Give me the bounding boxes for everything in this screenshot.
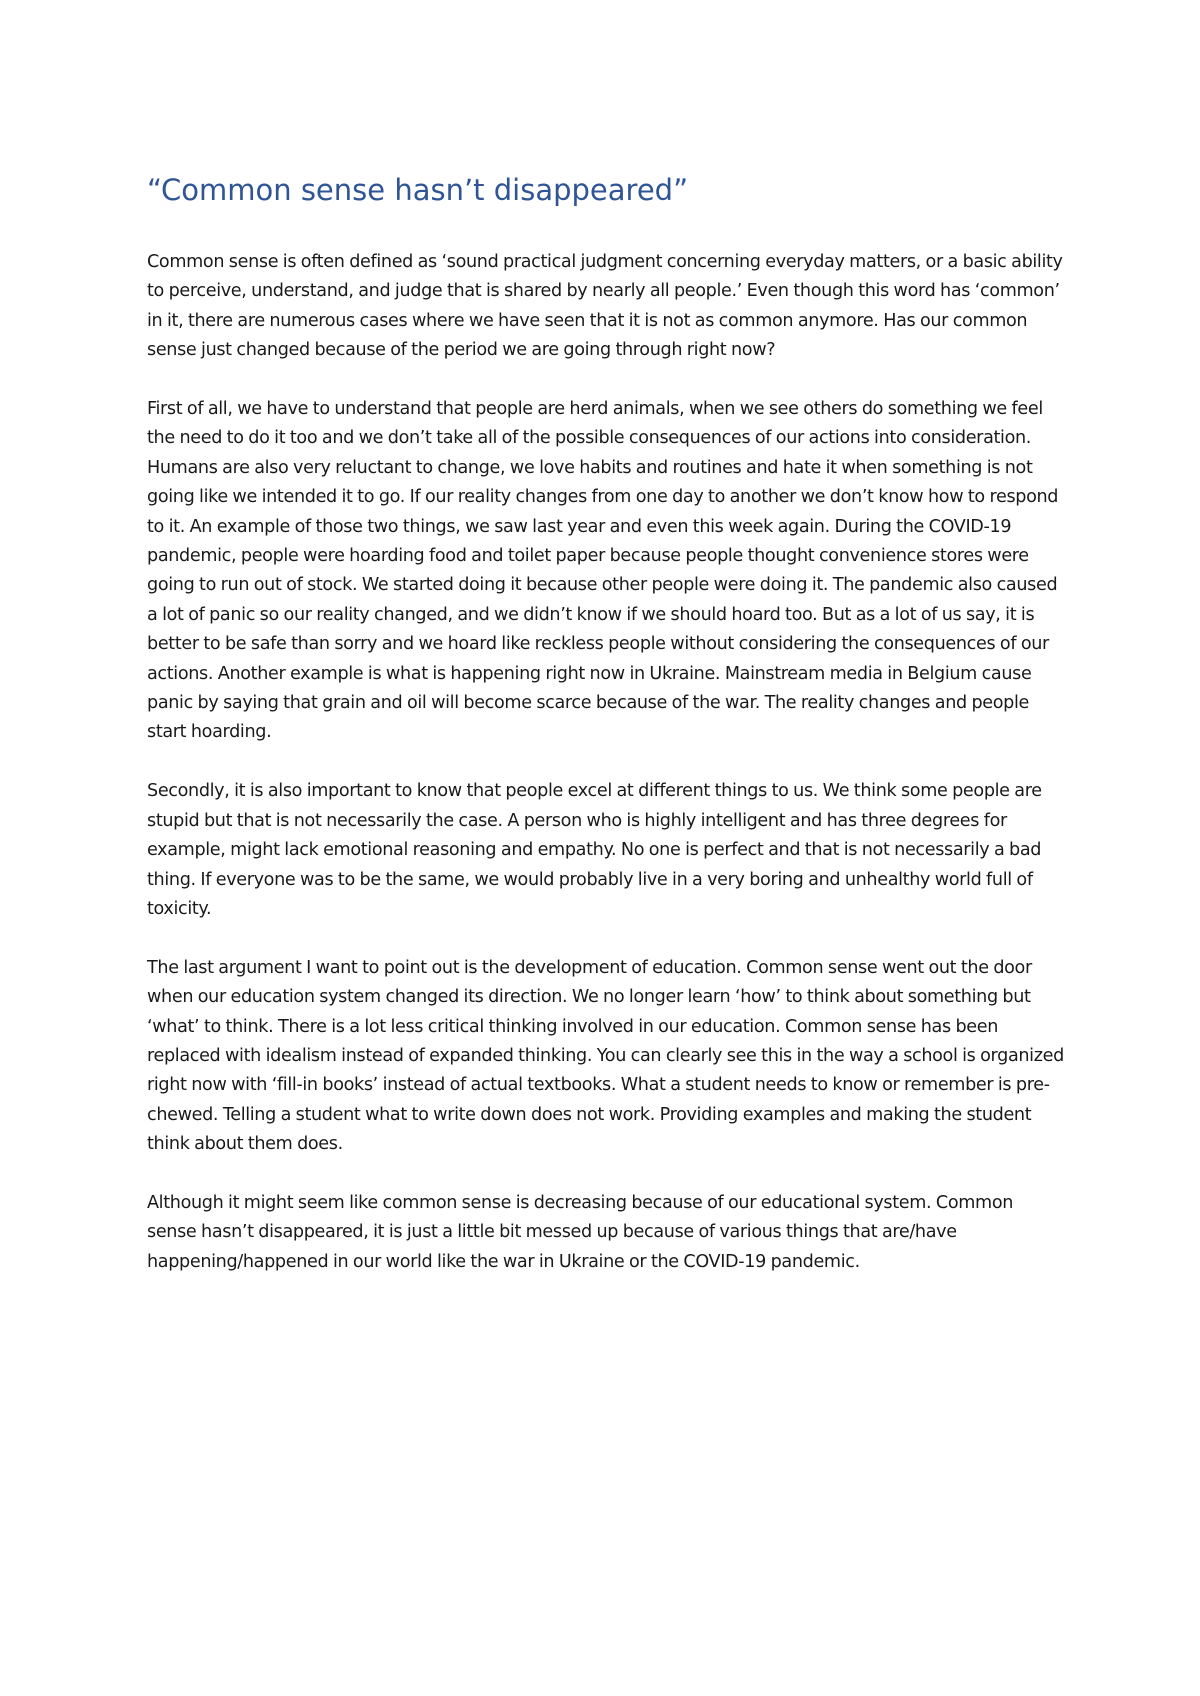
paragraph-different-talents: Secondly, it is also important to know that people excel at different things to us. We think some people are stupid but that is not necessarily the case. A person who is highly intelligent and has three degrees for example, might lack emotional reasoning and empathy. No one is perfect and that is not necessarily a bad thing. If everyone was to be the same, we would probably live in a very boring and unhealthy world full of toxicity.	[147, 781, 1042, 919]
paragraph-herd-animals: First of all, we have to understand that people are herd animals, when we see others do something we feel the need to do it too and we don’t take all of the possible consequences of our actions into consideration. Humans are also very reluctant to change, we love habits and routines and hate it when something is not going like we intended it to go. If our reality changes from one day to another we don’t know how to respond to it. An example of those two things, we saw last year and even this week again. During the COVID-19 pandemic, people were hoarding food and toilet paper because people thought convenience stores were going to run out of stock. We started doing it because other people were doing it. The pandemic also caused a lot of panic so our reality changed, and we didn’t know if we should hoard too. But as a lot of us say, it is better to be safe than sorry and we hoard like reckless people without considering the consequences of our actions. Another example is what is happening right now in Ukraine. Mainstream media in Belgium cause panic by saying that grain and oil will become scarce because of the war. The reality changes and people start hoarding.	[147, 399, 1059, 743]
paragraph-conclusion: Although it might seem like common sense is decreasing because of our educational system. Common sense hasn’t disappeared, it is just a little bit messed up because of various things that are/have happening/happened in our world like the war in Ukraine or the COVID-19 pandemic.	[147, 1192, 1014, 1272]
paragraph-education: The last argument I want to point out is the development of education. Common sense went out the door when our education system changed its direction. We no longer learn ‘how’ to think about something but ‘what’ to think. There is a lot less critical thinking involved in our education. Common sense has been replaced with idealism instead of expanded thinking. You can clearly see this in the way a school is organized right now with ‘fill-in books’ instead of actual textbooks. What a student needs to know or remember is pre-chewed. Telling a student what to write down does not work. Providing examples and making the student think about them does.	[147, 957, 1064, 1155]
paragraph-intro: Common sense is often defined as ‘sound practical judgment concerning everyday matters, or a basic ability to perceive, understand, and judge that is shared by nearly all people.’ Even though this word has ‘common’ in it, there are numerous cases where we have seen that it is not as common anymore. Has our common sense just changed because of the period we are going through right now?	[147, 252, 1063, 361]
document-body	[147, 168, 1067, 1307]
document-title: “Common sense hasn’t disappeared”	[147, 173, 689, 207]
